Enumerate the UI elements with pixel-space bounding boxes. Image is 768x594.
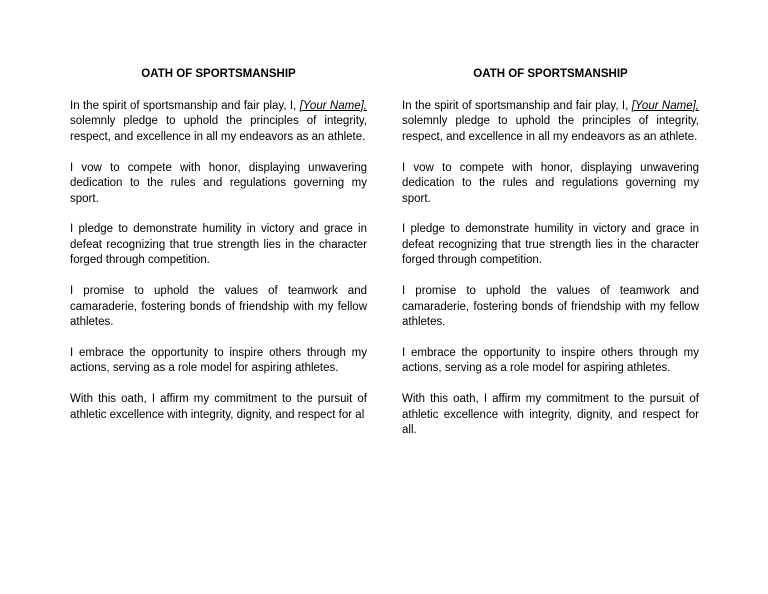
oath-paragraph-pledge [402,99,699,145]
oath-card-left [70,67,367,439]
pledge-text-start: In the spirit of sportsmanship and fair play, I, [402,100,632,112]
name-placeholder: [Your Name], [299,100,367,112]
oath-title: OATH OF SPORTSMANSHIP [141,68,296,80]
oath-paragraph-commitment: With this oath, I affirm my commitment to the pursuit of athletic excellence with integrity, dignity, and respect for all. [402,393,699,436]
oath-paragraph-inspire: I embrace the opportunity to inspire others through my actions, serving as a role model for aspiring athletes. [70,346,367,375]
oath-paragraph-humility: I pledge to demonstrate humility in victory and grace in defeat recognizing that true strength lies in the character forged through competition. [70,223,367,267]
pledge-text-start: In the spirit of sportsmanship and fair play, I, [70,100,300,112]
pledge-text-end: solemnly pledge to uphold the principles of integrity, respect, and excellence in all my endeavors as an athlete. [402,115,699,143]
oath-card-right [402,67,699,454]
oath-paragraph-humility: I pledge to demonstrate humility in victory and grace in defeat recognizing that true strength lies in the character forged through competition. [402,223,699,267]
oath-paragraph-commitment: With this oath, I affirm my commitment to the pursuit of athletic excellence with integrity, dignity, and respect for al [70,393,367,421]
name-placeholder: [Your Name], [631,100,699,112]
oath-paragraph-teamwork: I promise to uphold the values of teamwork and camaraderie, fostering bonds of friendship with my fellow athletes. [70,285,367,328]
oath-title: OATH OF SPORTSMANSHIP [473,68,628,80]
oath-paragraph-pledge [70,99,367,145]
oath-paragraph-honor: I vow to compete with honor, displaying unwavering dedication to the rules and regulations governing my sport. [70,161,367,205]
pledge-text-end: solemnly pledge to uphold the principles of integrity, respect, and excellence in all my endeavors as an athlete. [70,115,367,143]
oath-paragraph-inspire: I embrace the opportunity to inspire others through my actions, serving as a role model for aspiring athletes. [402,346,699,375]
oath-paragraph-teamwork: I promise to uphold the values of teamwork and camaraderie, fostering bonds of friendship with my fellow athletes. [402,285,699,328]
oath-paragraph-honor: I vow to compete with honor, displaying unwavering dedication to the rules and regulations governing my sport. [402,161,699,205]
